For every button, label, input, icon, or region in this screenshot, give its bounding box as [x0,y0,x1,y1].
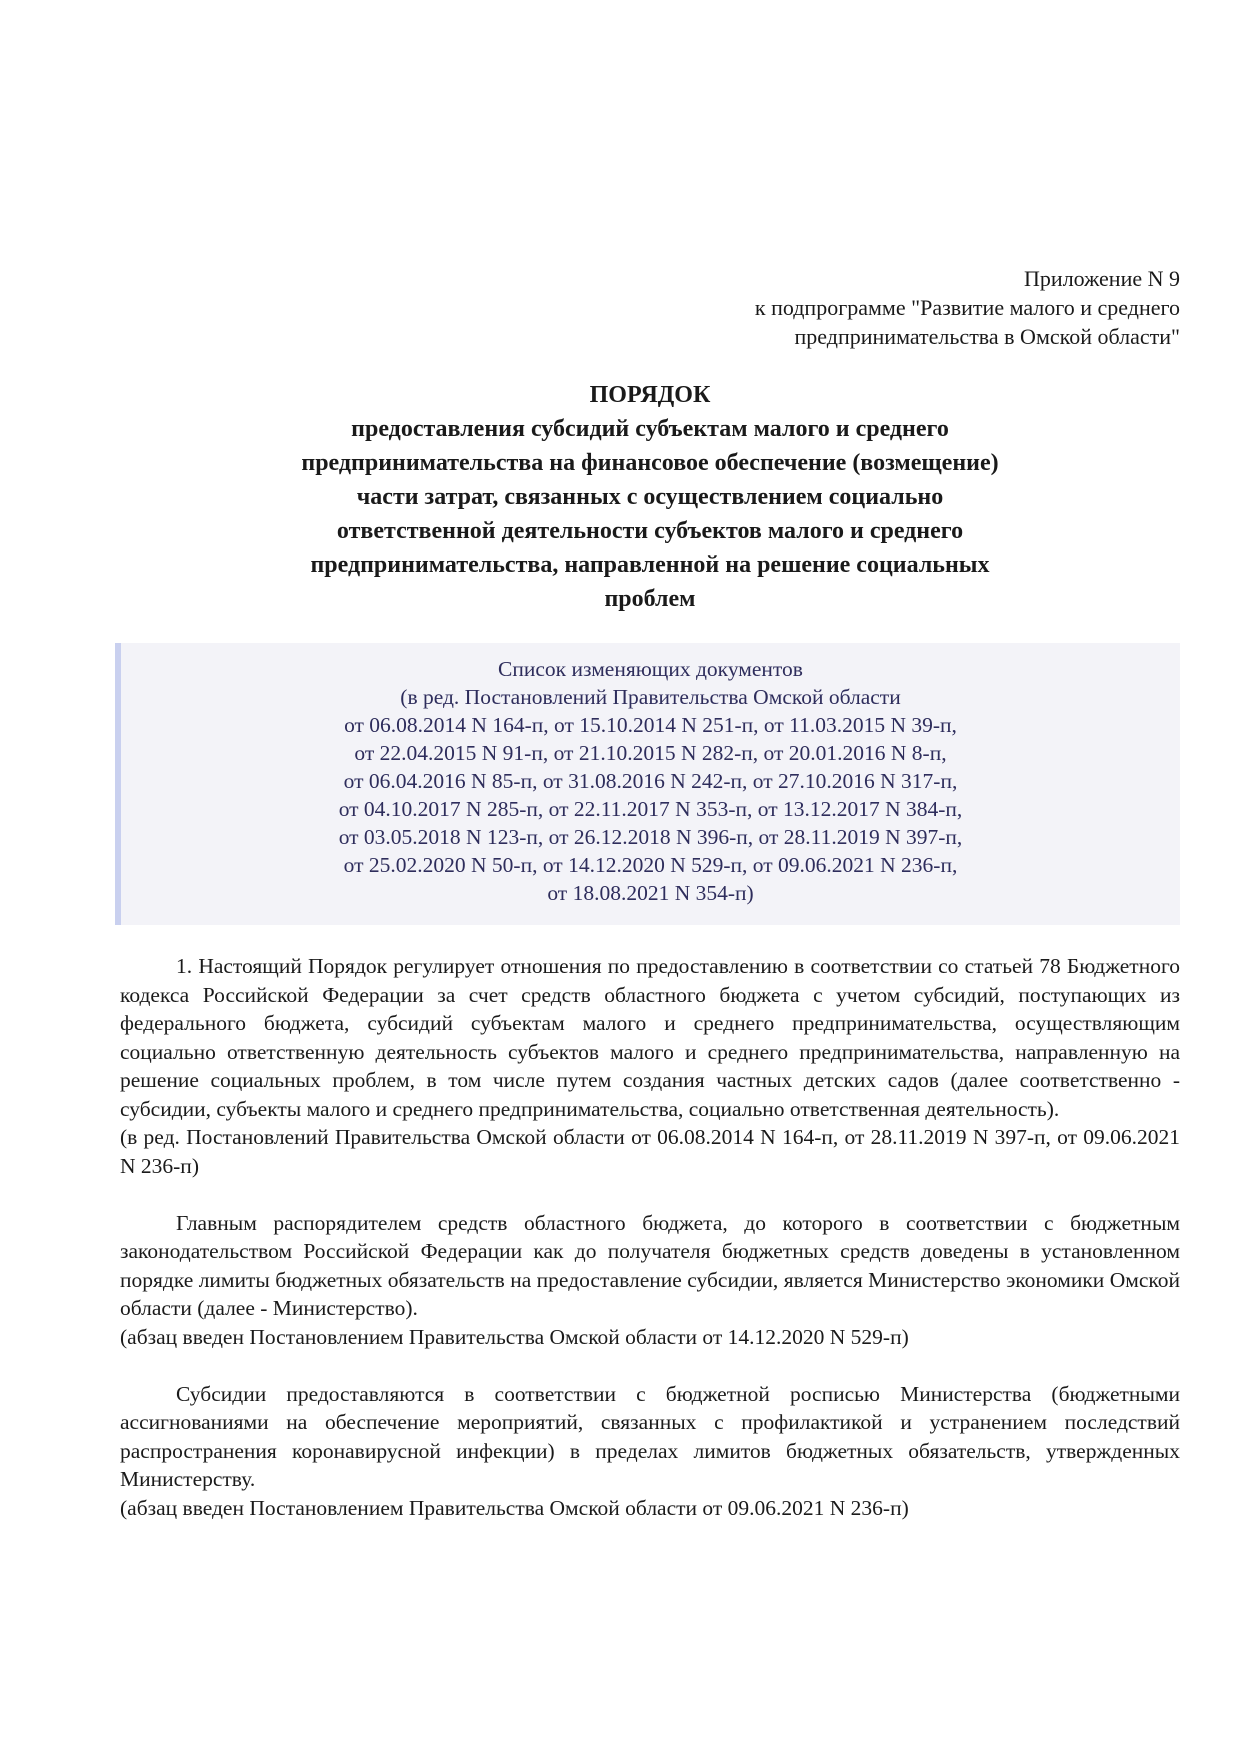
appendix-subprogram-line: к подпрограмме "Развитие малого и среднего [754,295,1180,320]
amendments-line: от 04.10.2017 N 285-п, от 22.11.2017 N 353-п, от 13.12.2017 N 384-п, [338,797,963,821]
paragraph-1: 1. Настоящий Порядок регулирует отношения по предоставлению в соответствии со статьей 78 Бюджетного кодекса Российской Федерации за счет средств областного бюджета с учетом субсидий, поступающих из федерального бюджета, субсидий субъектам малого и среднего предпринимательства, осуществляющим социально ответственную деятельность субъектов малого и среднего предпринимательства, направленную на решение социальных проблем, в том числе путем создания частных детских садов (далее соответственно - субсидии, субъекты малого и среднего предпринимательства, социально ответственная деятельность). [120,954,1180,1121]
paragraph-2-note: (абзац введен Постановлением Правительства Омской области от 14.12.2020 N 529-п) [120,1324,909,1349]
amendments-line: от 18.08.2021 N 354-п) [547,881,754,905]
amendments-box [115,643,1180,925]
paragraph-3: Субсидии предоставляются в соответствии с бюджетной росписью Министерства (бюджетными ассигнованиями на обеспечение мероприятий, связанных с профилактикой и устранением последствий распространения коронавирусной инфекции) в пределах лимитов бюджетных обязательств, утвержденных Министерству. [120,1381,1180,1491]
title-line: части затрат, связанных с осуществлением социально [356,484,944,510]
amendments-line: от 06.08.2014 N 164-п, от 15.10.2014 N 251-п, от 11.03.2015 N 39-п, [344,713,957,737]
paragraph-3-note: (абзац введен Постановлением Правительства Омской области от 09.06.2021 N 236-п) [120,1495,909,1520]
appendix-number: Приложение N 9 [1024,266,1180,291]
amendments-line: (в ред. Постановлений Правительства Омской области [400,685,901,709]
document-title [180,378,1120,616]
amendments-heading: Список изменяющих документов [498,657,803,681]
document-body [120,952,1180,1522]
amendments-line: от 22.04.2015 N 91-п, от 21.10.2015 N 282-п, от 20.01.2016 N 8-п, [354,741,947,765]
title-line: ответственной деятельности субъектов малого и среднего [336,518,964,544]
appendix-header [755,264,1180,351]
title-line: проблем [604,586,696,612]
title-line: предпринимательства на финансовое обеспечение (возмещение) [301,450,999,476]
paragraph-1-note: (в ред. Постановлений Правительства Омской области от 06.08.2014 N 164-п, от 28.11.2019 N 397-п, от 09.06.2021 N 236-п) [120,1125,1180,1178]
title-line: предоставления субсидий субъектам малого и среднего [351,416,949,442]
paragraph-2: Главным распорядителем средств областного бюджета, до которого в соответствии с бюджетным законодательством Российской Федерации как до получателя бюджетных средств доведены в установленном порядке лимиты бюджетных обязательств на предоставление субсидии, является Министерство экономики Омской области (далее - Министерство). [120,1210,1180,1320]
title-line: предпринимательства, направленной на решение социальных [310,552,990,578]
amendments-line: от 25.02.2020 N 50-п, от 14.12.2020 N 529-п, от 09.06.2021 N 236-п, [343,853,958,877]
amendments-line: от 06.04.2016 N 85-п, от 31.08.2016 N 242-п, от 27.10.2016 N 317-п, [343,769,958,793]
title-heading: ПОРЯДОК [589,382,711,408]
amendments-line: от 03.05.2018 N 123-п, от 26.12.2018 N 396-п, от 28.11.2019 N 397-п, [338,825,963,849]
appendix-subprogram-line: предпринимательства в Омской области" [794,324,1180,349]
